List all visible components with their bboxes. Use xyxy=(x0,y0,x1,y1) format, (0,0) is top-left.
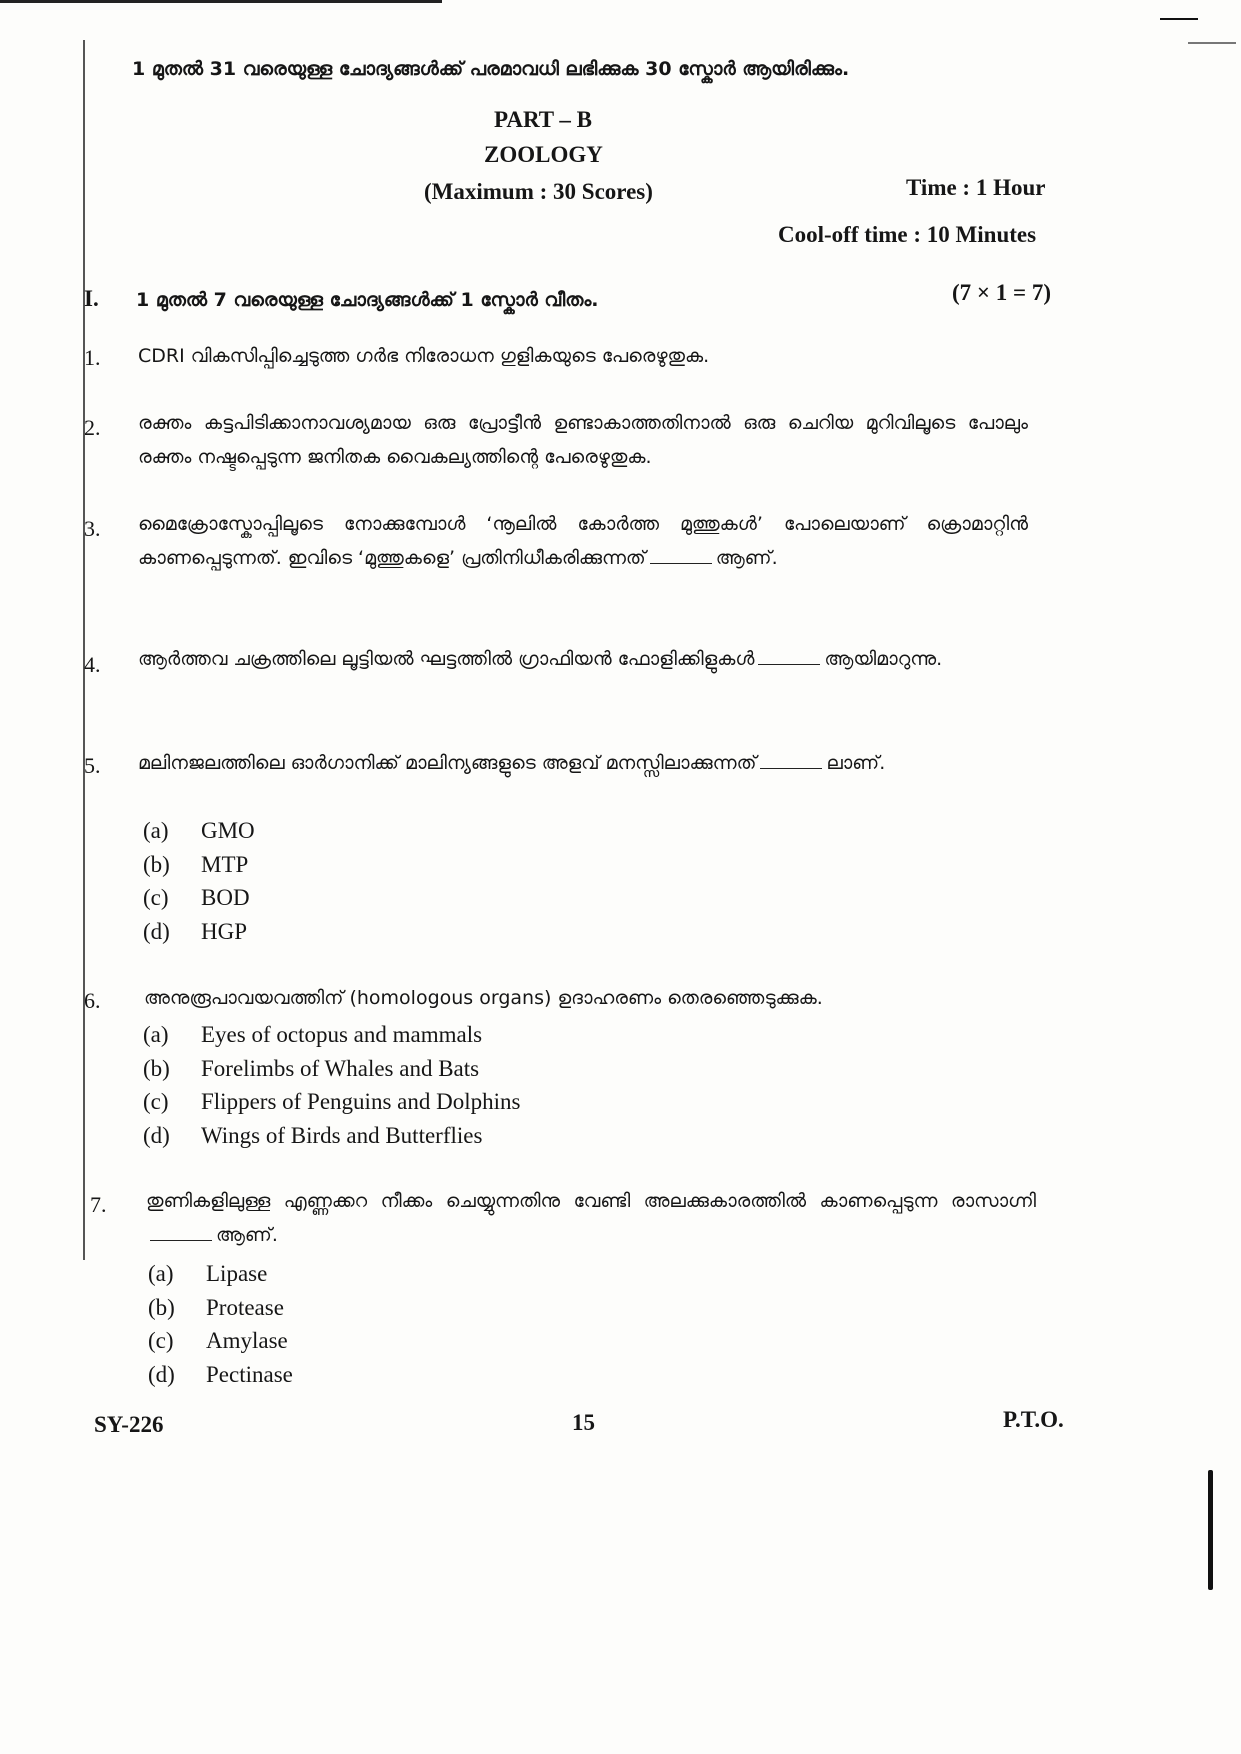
answer-blank xyxy=(760,768,822,769)
question-text xyxy=(138,339,1028,373)
question-number: 2. xyxy=(84,415,101,440)
question-7-suffix: ആണ്. xyxy=(216,1224,278,1246)
option-label: (c) xyxy=(143,885,169,910)
option-text: Flippers of Penguins and Dolphins xyxy=(201,1089,521,1114)
section-marks: (7 × 1 = 7) xyxy=(952,280,1052,305)
top-border-line xyxy=(0,0,442,3)
question-text xyxy=(138,406,1028,474)
time-allowed: Time : 1 Hour xyxy=(906,175,1046,200)
option-label: (b) xyxy=(143,1055,170,1081)
question-6-text: അനുരൂപാവയവത്തിന് (homologous organs) ഉദാഹരണം തെരഞ്ഞെടുക്കുക. xyxy=(144,987,823,1009)
question-number: 4. xyxy=(84,652,101,677)
answer-blank xyxy=(150,1240,212,1241)
option-label: (a) xyxy=(143,1022,169,1047)
option-text: Forelimbs of Whales and Bats xyxy=(201,1055,480,1081)
question-number: 3. xyxy=(84,516,101,541)
subject-heading: ZOOLOGY xyxy=(484,142,603,167)
option-label: (a) xyxy=(143,818,169,843)
question-text xyxy=(144,981,1034,1015)
question-text xyxy=(146,1184,1036,1252)
option-label: (a) xyxy=(148,1261,174,1286)
pto-note: P.T.O. xyxy=(1003,1407,1064,1432)
option-text: Protease xyxy=(206,1294,284,1320)
question-number: 6. xyxy=(84,988,101,1013)
option-text: MTP xyxy=(201,851,249,877)
part-heading: PART – B xyxy=(494,107,593,132)
max-scores: (Maximum : 30 Scores) xyxy=(424,179,653,204)
option-text: BOD xyxy=(201,885,250,910)
question-5-suffix: ലാണ്. xyxy=(826,752,886,774)
option-label: (b) xyxy=(143,851,170,877)
corner-mark xyxy=(1160,18,1198,20)
option-label: (d) xyxy=(143,1122,170,1148)
question-4-text: ആർത്തവ ചക്രത്തിലെ ലൂട്ടിയൽ ഘട്ടത്തിൽ ഗ്രാഫിയൻ ഫോളിക്കിളുകൾ xyxy=(138,648,755,670)
question-7-text: തുണികളിലുള്ള എണ്ണക്കറ നീക്കം ചെയ്യുന്നതിനു വേണ്ടി അലക്കുകാരത്തിൽ കാണപ്പെടുന്ന രാസാഗ്നി xyxy=(146,1190,1036,1212)
question-1-text: CDRI വികസിപ്പിച്ചെടുത്ത ഗർഭ നിരോധന ഗുളികയുടെ പേരെഴുതുക. xyxy=(138,345,710,367)
option-label: (c) xyxy=(143,1089,169,1114)
option-label: (d) xyxy=(143,918,170,944)
question-4-suffix: ആയിമാറുന്നു. xyxy=(824,648,943,670)
cool-off-time: Cool-off time : 10 Minutes xyxy=(778,222,1037,247)
question-number: 7. xyxy=(90,1192,107,1217)
option-text: Pectinase xyxy=(206,1361,293,1387)
option-text: Eyes of octopus and mammals xyxy=(201,1022,483,1047)
question-text xyxy=(138,507,1028,575)
question-text xyxy=(138,746,1028,780)
question-number: 1. xyxy=(84,345,101,370)
paper-code: SY-226 xyxy=(94,1412,164,1437)
option-text: GMO xyxy=(201,818,255,843)
option-label: (b) xyxy=(148,1294,175,1320)
question-3-suffix: ആണ്. xyxy=(715,547,778,569)
answer-blank xyxy=(650,563,712,564)
question-2-text: രക്തം കട്ടപിടിക്കാനാവശ്യമായ ഒരു പ്രോട്ടീൻ ഉണ്ടാകാത്തതിനാൽ ഒരു ചെറിയ മുറിവിലൂടെ പോലും രക്തം നഷ്ടപ്പെടുന്ന ജനിതക വൈകല്യത്തിന്റെ പേരെഴുതുക. xyxy=(138,412,1028,468)
question-5-text: മലിനജലത്തിലെ ഓർഗാനിക്ക് മാലിന്യങ്ങളുടെ അളവ് മനസ്സിലാക്കുന്നത് xyxy=(138,752,757,774)
header-note: 1 മുതൽ 31 വരെയുള്ള ചോദ്യങ്ങൾക്ക് പരമാവധി ലഭിക്കുക 30 സ്കോർ ആയിരിക്കും. xyxy=(132,58,850,80)
edge-mark xyxy=(1208,1470,1213,1590)
option-text: Amylase xyxy=(206,1328,288,1353)
section-number: I. xyxy=(84,286,99,311)
left-margin-line xyxy=(83,40,85,1260)
question-text xyxy=(138,642,1028,676)
option-label: (d) xyxy=(148,1361,175,1387)
option-label: (c) xyxy=(148,1328,174,1353)
question-3-text: മൈക്രോസ്കോപ്പിലൂടെ നോക്കുമ്പോൾ ‘നൂലിൽ കോർത്ത മുത്തുകൾ’ പോലെയാണ് ക്രൊമാറ്റിൻ കാണപ്പെടുന്നത്. ഇവിടെ ‘മുത്തുകളെ’ പ്രതിനിധീകരിക്കുന്നത് xyxy=(138,513,1028,569)
page-number: 15 xyxy=(572,1410,595,1435)
question-number: 5. xyxy=(84,753,101,778)
option-text: HGP xyxy=(201,918,248,944)
option-text: Lipase xyxy=(206,1261,268,1286)
section-instruction: 1 മുതൽ 7 വരെയുള്ള ചോദ്യങ്ങൾക്ക് 1 സ്കോർ വീതം. xyxy=(136,289,599,311)
corner-mark xyxy=(1188,42,1236,44)
answer-blank xyxy=(758,664,820,665)
option-text: Wings of Birds and Butterflies xyxy=(201,1122,483,1148)
